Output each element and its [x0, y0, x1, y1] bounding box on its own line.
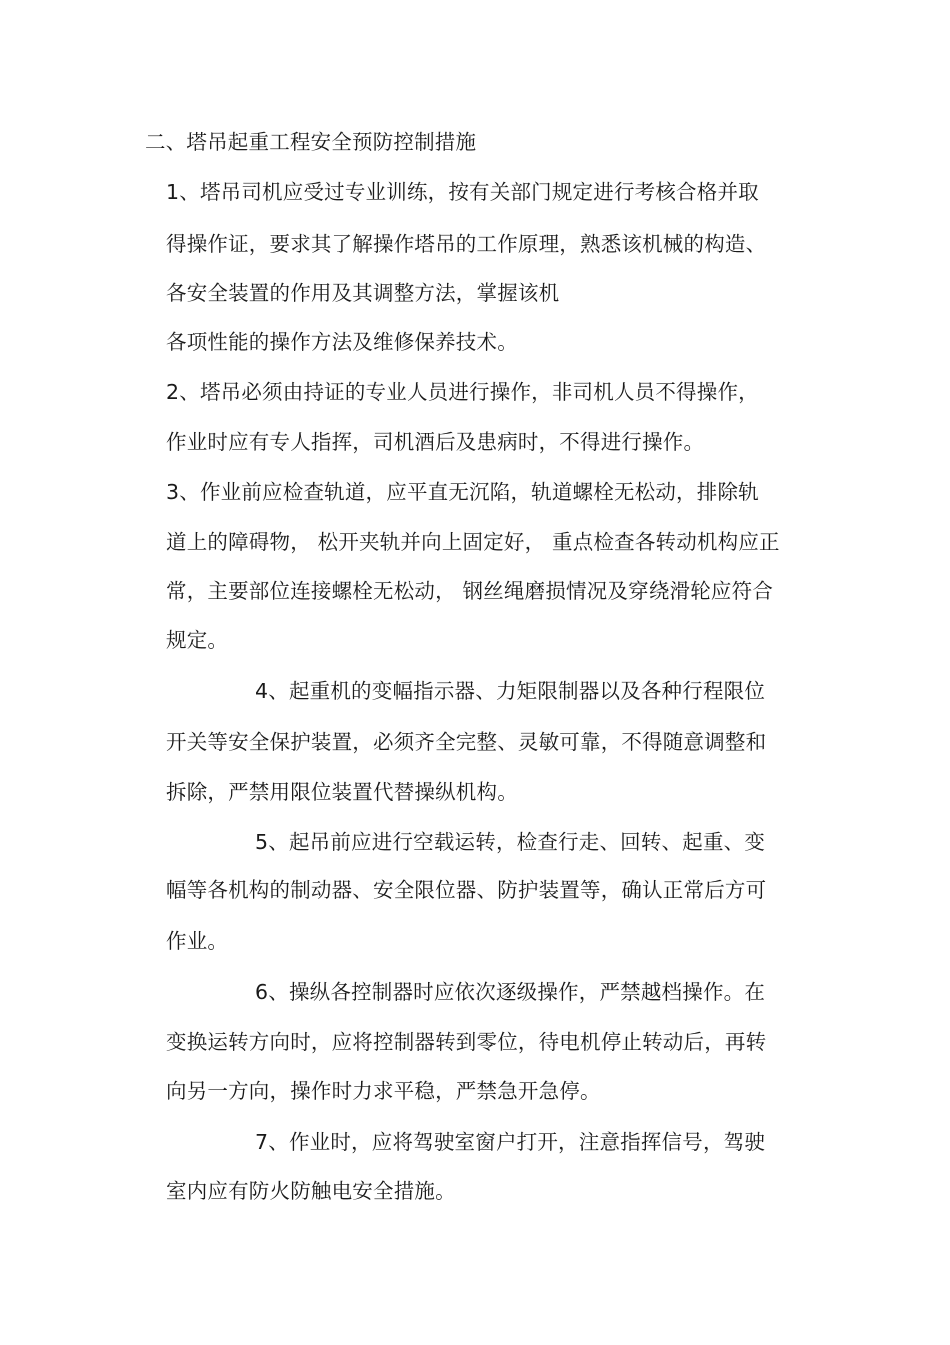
document-heading: 二、塔吊起重工程安全预防控制措施 [145, 130, 477, 154]
text-line: 幅等各机构的制动器、安全限位器、防护装置等，确认正常后方可 [166, 878, 767, 902]
text-line: 常，主要部位连接螺栓无松动， 钢丝绳磨损情况及穿绕滑轮应符合 [166, 579, 774, 603]
text-line: 拆除，严禁用限位装置代替操纵机构。 [166, 780, 518, 804]
text-line: 各项性能的操作方法及维修保养技术。 [166, 330, 518, 354]
text-line: 得操作证，要求其了解操作塔吊的工作原理，熟悉该机械的构造、 [166, 232, 767, 256]
text-line: 1、塔吊司机应受过专业训练，按有关部门规定进行考核合格并取 [166, 180, 759, 204]
text-line: 5、起吊前应进行空载运转，检查行走、回转、起重、变 [255, 830, 766, 854]
text-line: 3、作业前应检查轨道，应平直无沉陷，轨道螺栓无松动，排除轨 [166, 480, 759, 504]
text-line: 2、塔吊必须由持证的专业人员进行操作，非司机人员不得操作， [166, 380, 759, 404]
text-line: 道上的障碍物， 松开夹轨并向上固定好， 重点检查各转动机构应正 [166, 530, 780, 554]
text-line: 作业时应有专人指挥，司机酒后及患病时，不得进行操作。 [166, 430, 705, 454]
text-line: 作业。 [166, 929, 229, 953]
text-line: 室内应有防火防触电安全措施。 [166, 1179, 456, 1203]
text-line: 向另一方向，操作时力求平稳，严禁急开急停。 [166, 1079, 601, 1103]
text-line: 7、作业时，应将驾驶室窗户打开，注意指挥信号，驾驶 [255, 1130, 766, 1154]
text-line: 规定。 [166, 628, 229, 652]
text-line: 各安全装置的作用及其调整方法，掌握该机 [166, 281, 560, 305]
text-line: 4、起重机的变幅指示器、力矩限制器以及各种行程限位 [255, 679, 766, 703]
text-line: 6、操纵各控制器时应依次逐级操作，严禁越档操作。在 [255, 980, 766, 1004]
text-line: 变换运转方向时，应将控制器转到零位，待电机停止转动后，再转 [166, 1030, 767, 1054]
text-line: 开关等安全保护装置，必须齐全完整、灵敏可靠，不得随意调整和 [166, 730, 767, 754]
